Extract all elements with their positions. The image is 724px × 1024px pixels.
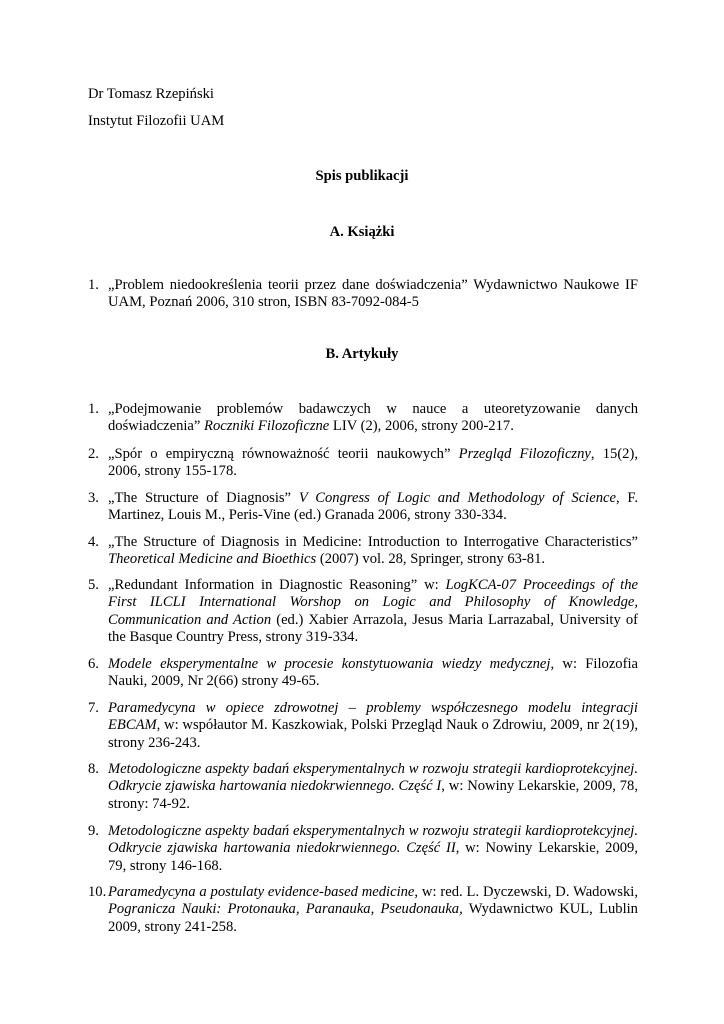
section-heading-articles: B. Artykuły	[325, 346, 399, 362]
item-number: 8.	[88, 761, 99, 777]
book-item	[88, 277, 638, 312]
item-text: „Podejmowanie problemów badawczych w nauce a uteoretyzowanie danych doświadczenia” Roczniki Filozoficzne LIV (2), 2006, strony 200-217.	[108, 401, 638, 435]
item-text: Metodologiczne aspekty badań eksperymentalnych w rozwoju strategii kardioprotekcyjnej. Odkrycie zjawiska hartowania niedokrwiennego. Część II, w: Nowiny Lekarskie, 2009, 79, strony 146-168.	[108, 823, 638, 874]
item-text: „The Structure of Diagnosis” V Congress of Logic and Methodology of Science, F. Martinez, Louis M., Peris-Vine (ed.) Granada 2006, strony 330-334.	[108, 490, 638, 524]
item-text: „Problem niedookreślenia teorii przez dane doświadczenia” Wydawnictwo Naukowe IF UAM, Poznań 2006, 310 stron, ISBN 83-7092-084-5	[108, 277, 638, 311]
item-text: „The Structure of Diagnosis in Medicine: Introduction to Interrogative Characteristics” Theoretical Medicine and Bioethics (2007) vol. 28, Springer, strony 63-81.	[108, 534, 638, 568]
article-item	[88, 490, 638, 525]
item-number: 2.	[88, 446, 99, 462]
article-item	[88, 401, 638, 436]
item-number: 1.	[88, 277, 99, 293]
item-number: 3.	[88, 490, 99, 506]
item-text: Modele eksperymentalne w procesie konstytuowania wiedzy medycznej, w: Filozofia Nauki, 2009, Nr 2(66) strony 49-65.	[108, 656, 638, 690]
item-number: 6.	[88, 656, 99, 672]
article-item	[88, 446, 638, 481]
item-number: 1.	[88, 401, 99, 417]
article-item	[88, 534, 638, 569]
item-number: 9.	[88, 823, 99, 839]
section-heading-books: A. Książki	[329, 224, 395, 240]
item-text: „Redundant Information in Diagnostic Reasoning” w: LogKCA-07 Proceedings of the First ILCLI International Worshop on Logic and Philosophy of Knowledge, Communication and Action (ed.) Xabier Arrazola, Jesus Maria Larrazabal, University of the Basque Country Press, strony 319-334.	[108, 577, 638, 646]
item-number: 4.	[88, 534, 99, 550]
article-item	[88, 761, 638, 813]
item-text: Paramedycyna a postulaty evidence-based medicine, w: red. L. Dyczewski, D. Wadowski, Pogranicza Nauki: Protonauka, Paranauka, Pseudonauka, Wydawnictwo KUL, Lublin 2009, strony 241-258.	[108, 884, 638, 935]
document-title: Spis publikacji	[315, 168, 409, 184]
item-text: Paramedycyna w opiece zdrowotnej – problemy współczesnego modelu integracji EBCAM, w: współautor M. Kaszkowiak, Polski Przegląd Nauk o Zdrowiu, 2009, nr 2(19), strony 236-243.	[108, 700, 638, 751]
item-number: 7.	[88, 700, 99, 716]
article-item	[88, 823, 638, 875]
item-text: Metodologiczne aspekty badań eksperymentalnych w rozwoju strategii kardioprotekcyjnej. Odkrycie zjawiska hartowania niedokrwiennego. Część I, w: Nowiny Lekarskie, 2009, 78, strony: 74-92.	[108, 761, 638, 812]
article-item	[88, 656, 638, 691]
item-number: 10.	[88, 884, 107, 900]
institute-name: Instytut Filozofii UAM	[88, 113, 225, 129]
article-item	[88, 700, 638, 752]
author-name: Dr Tomasz Rzepiński	[88, 86, 214, 102]
article-item	[88, 577, 638, 647]
item-number: 5.	[88, 577, 99, 593]
item-text: „Spór o empiryczną równoważność teorii naukowych” Przegląd Filozoficzny, 15(2), 2006, strony 155-178.	[108, 446, 638, 480]
article-item	[88, 884, 638, 936]
